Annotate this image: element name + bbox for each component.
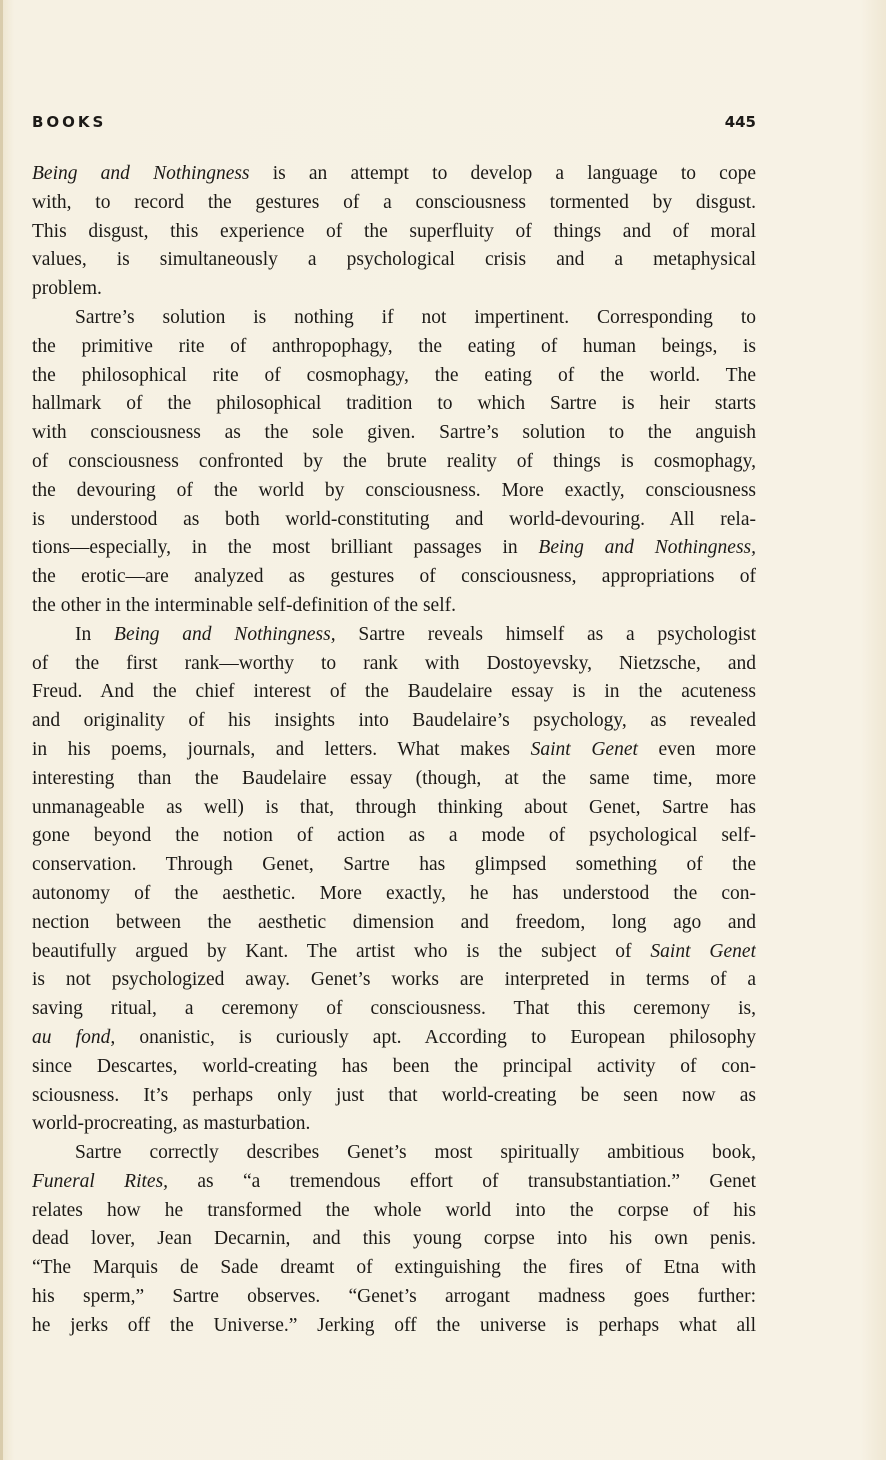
page-gutter-edge: [0, 0, 3, 1460]
text-line: [32, 736, 756, 765]
text-line: [32, 1312, 756, 1341]
text-segment: is understood as both world-constituting and world-devouring. All rela-: [32, 508, 756, 530]
italic-title: au fond,: [32, 1026, 116, 1048]
text-line: [32, 822, 756, 851]
text-segment: of the first rank—worthy to rank with Dostoyevsky, Nietzsche, and: [32, 652, 756, 674]
text-segment: problem.: [32, 278, 102, 300]
section-title: BOOKS: [32, 113, 107, 131]
page-number: 445: [724, 113, 756, 131]
text-segment: he jerks off the Universe.” Jerking off the universe is perhaps what all: [32, 1314, 756, 1336]
text-segment: Sartre correctly describes Genet’s most spiritually ambitious book,: [75, 1142, 756, 1164]
text-line: [32, 1053, 756, 1082]
italic-title: Funeral Rites,: [32, 1170, 169, 1192]
italic-title: Being and Nothingness,: [538, 537, 756, 559]
text-segment: onanistic, is curiously apt. According to European philosophy: [115, 1026, 756, 1048]
text-line: [32, 1110, 756, 1139]
text-segment: interesting than the Baudelaire essay (though, at the same time, more: [32, 767, 756, 789]
text-segment: world-procreating, as masturbation.: [32, 1113, 311, 1135]
text-line: [32, 390, 756, 419]
text-line: [32, 1168, 756, 1197]
text-line: [32, 851, 756, 880]
text-segment: is not psychologized away. Genet’s works are interpreted in terms of a: [32, 969, 756, 991]
text-segment: dead lover, Jean Decarnin, and this young corpse into his own penis.: [32, 1228, 756, 1250]
text-segment: the other in the interminable self-definition of the self.: [32, 594, 456, 616]
text-segment: autonomy of the aesthetic. More exactly, he has understood the con-: [32, 882, 756, 904]
text-segment: Sartre reveals himself as a psychologist: [335, 623, 756, 645]
text-segment: even more: [637, 738, 756, 760]
text-segment: This disgust, this experience of the superfluity of things and of moral: [32, 220, 756, 242]
text-segment: in his poems, journals, and letters. What makes: [32, 738, 531, 760]
text-segment: the philosophical rite of cosmophagy, the eating of the world. The: [32, 364, 756, 386]
text-line: [32, 1139, 756, 1168]
running-head: [32, 113, 756, 135]
text-segment: the primitive rite of anthropophagy, the eating of human beings, is: [32, 335, 756, 357]
text-segment: the erotic—are analyzed as gestures of consciousness, appropriations of: [32, 566, 756, 588]
text-segment: conservation. Through Genet, Sartre has glimpsed something of the: [32, 854, 756, 876]
text-segment: hallmark of the philosophical tradition to which Sartre is heir starts: [32, 393, 756, 415]
text-line: [32, 707, 756, 736]
text-segment: is an attempt to develop a language to cope: [249, 163, 756, 184]
italic-title: Being and Nothingness,: [114, 623, 336, 645]
text-line: [32, 938, 756, 967]
text-segment: nection between the aesthetic dimension and freedom, long ago and: [32, 911, 756, 933]
text-line: [32, 362, 756, 391]
text-line: [32, 765, 756, 794]
text-segment: as “a tremendous effort of transubstantiation.” Genet: [168, 1170, 756, 1192]
text-line: [32, 506, 756, 535]
text-line: [32, 995, 756, 1024]
text-segment: gone beyond the notion of action as a mode of psychological self-: [32, 825, 756, 847]
text-line: [32, 333, 756, 362]
text-line: [32, 448, 756, 477]
italic-title: Saint Genet: [650, 940, 756, 962]
text-segment: relates how he transformed the whole world into the corpse of his: [32, 1199, 756, 1221]
text-segment: saving ritual, a ceremony of consciousness. That this ceremony is,: [32, 998, 756, 1020]
text-segment: “The Marquis de Sade dreamt of extinguishing the fires of Etna with: [32, 1257, 756, 1279]
text-line: [32, 275, 756, 304]
text-segment: the devouring of the world by consciousness. More exactly, consciousness: [32, 479, 756, 501]
text-segment: with consciousness as the sole given. Sartre’s solution to the anguish: [32, 422, 756, 444]
text-line: [32, 966, 756, 995]
text-segment: unmanageable as well) is that, through thinking about Genet, Sartre has: [32, 796, 756, 818]
text-line: [32, 218, 756, 247]
text-line: [32, 419, 756, 448]
text-segment: beautifully argued by Kant. The artist who is the subject of: [32, 940, 651, 962]
text-segment: since Descartes, world-creating has been the principal activity of con-: [32, 1055, 756, 1077]
text-line: [32, 160, 756, 189]
text-segment: values, is simultaneously a psychological crisis and a metaphysical: [32, 249, 756, 271]
text-line: [32, 477, 756, 506]
text-line: [32, 304, 756, 333]
text-segment: his sperm,” Sartre observes. “Genet’s arrogant madness goes further:: [32, 1286, 756, 1308]
text-line: [32, 678, 756, 707]
italic-title: Saint Genet: [530, 738, 638, 760]
text-line: [32, 1225, 756, 1254]
text-line: [32, 1283, 756, 1312]
text-line: [32, 794, 756, 823]
text-line: [32, 1197, 756, 1226]
text-segment: tions—especially, in the most brilliant passages in: [32, 537, 539, 559]
text-line: [32, 563, 756, 592]
text-segment: with, to record the gestures of a consciousness tormented by disgust.: [32, 191, 756, 213]
text-segment: sciousness. It’s perhaps only just that world-creating be seen now as: [32, 1084, 756, 1106]
text-line: [32, 592, 756, 621]
text-line: [32, 246, 756, 275]
text-line: [32, 189, 756, 218]
italic-title: Being and Nothingness: [32, 163, 250, 184]
text-line: [32, 650, 756, 679]
text-segment: Sartre’s solution is nothing if not impertinent. Corresponding to: [75, 306, 756, 328]
text-segment: of consciousness confronted by the brute reality of things is cosmophagy,: [32, 450, 756, 472]
body-text: [32, 160, 756, 1341]
text-line: [32, 621, 756, 650]
text-segment: and originality of his insights into Baudelaire’s psychology, as revealed: [32, 710, 756, 732]
text-line: [32, 1082, 756, 1111]
text-line: [32, 1024, 756, 1053]
text-line: [32, 880, 756, 909]
text-segment: Freud. And the chief interest of the Baudelaire essay is in the acuteness: [32, 681, 756, 703]
text-line: [32, 1254, 756, 1283]
text-line: [32, 534, 756, 563]
text-line: [32, 909, 756, 938]
text-segment: In: [75, 623, 115, 645]
